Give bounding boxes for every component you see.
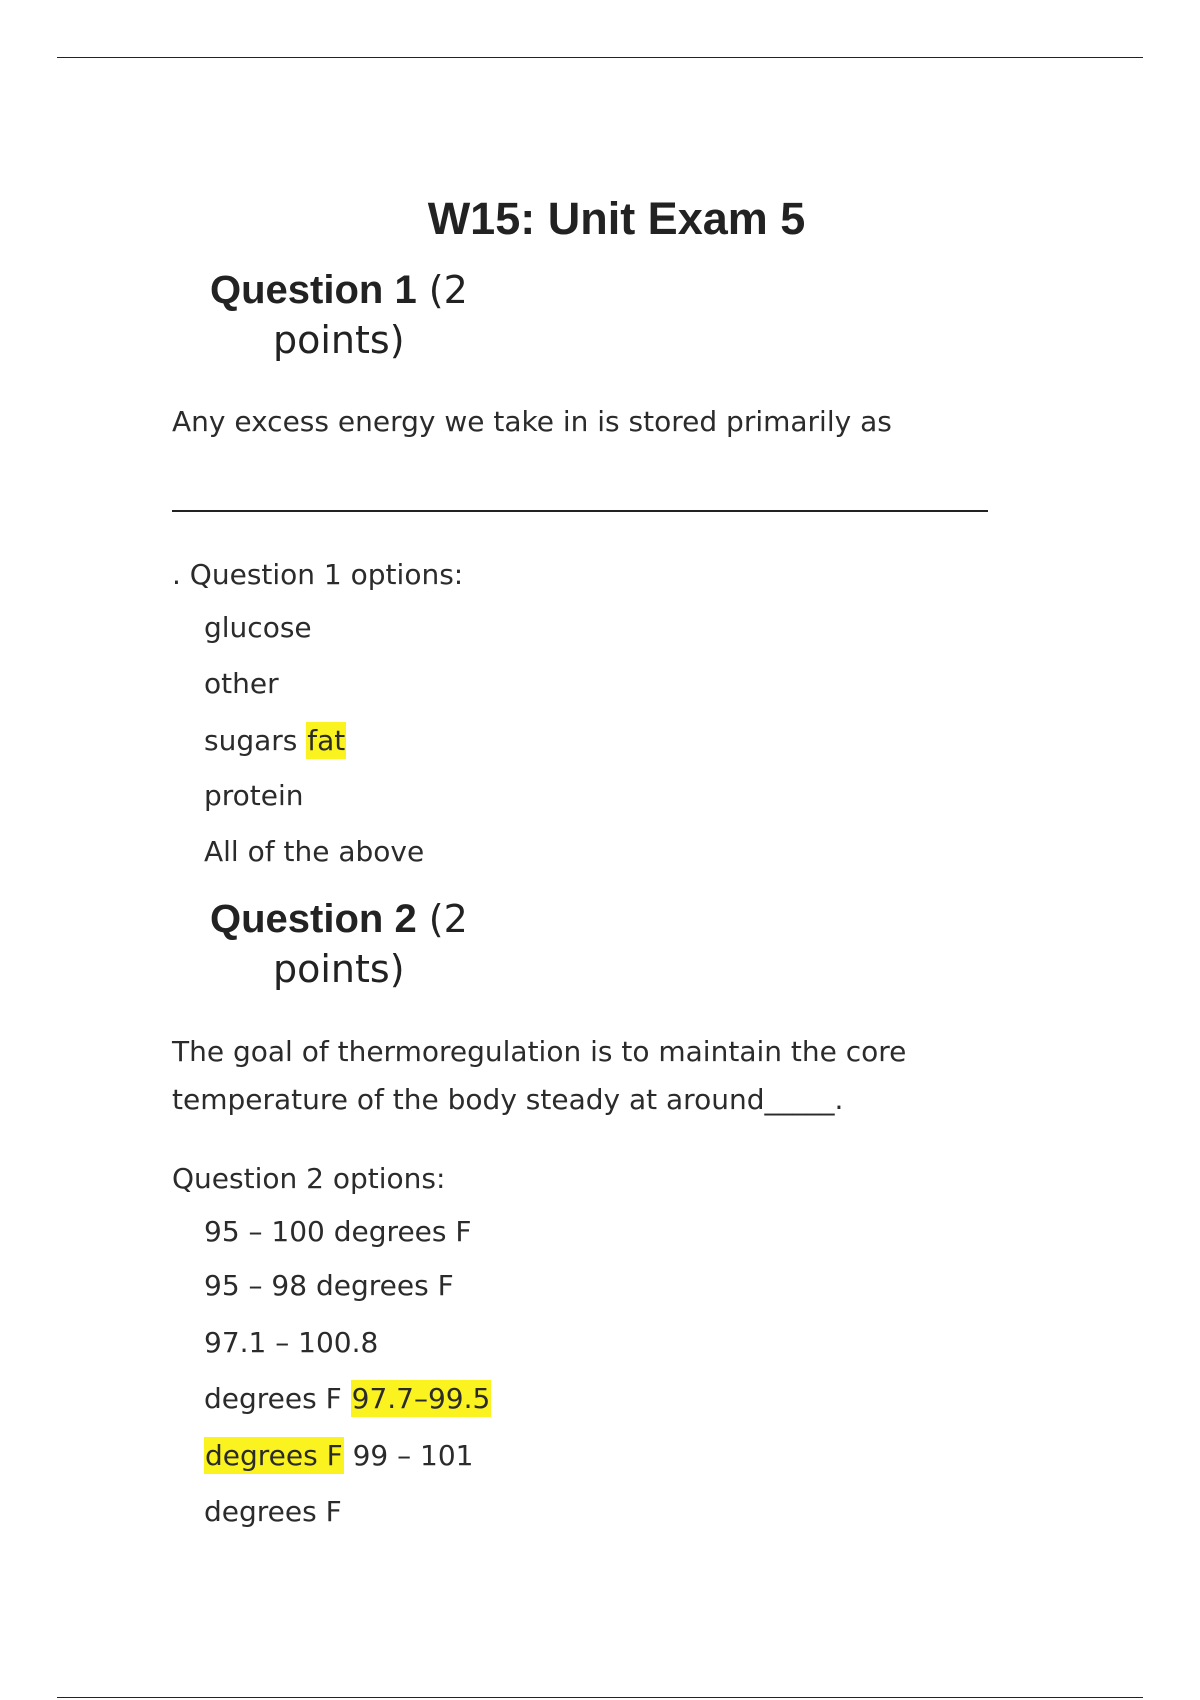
question-2-heading [210,894,530,994]
question-1-options-label: . Question 1 options: [172,558,464,591]
question-1-option-line[interactable] [204,610,312,646]
option-text: All of the above [204,835,425,868]
option-text: other [204,667,279,700]
question-1-option-line[interactable] [204,778,304,814]
option-text: 99 – 101 [343,1439,474,1472]
question-2-options-label: Question 2 options: [172,1162,446,1195]
option-text: glucose [204,611,312,644]
highlighted-answer: fat [307,724,346,757]
question-2-label: Question 2 [210,897,417,941]
question-2-prompt: The goal of thermoregulation is to maintain the core temperature of the body steady at around_____. [172,1035,907,1116]
option-text: degrees F [204,1495,342,1528]
question-1-points-a: (2 [428,268,468,312]
question-2-option-line[interactable] [204,1214,472,1250]
option-text: protein [204,779,304,812]
question-2-option-line[interactable] [204,1268,454,1304]
question-1-label: Question 1 [210,268,417,312]
option-text: 97.1 – 100.8 [204,1326,379,1359]
option-text: degrees F [204,1382,351,1415]
question-1-option-line[interactable] [204,723,346,759]
option-text: sugars [204,724,307,757]
exam-title: W15: Unit Exam 5 [427,193,806,244]
option-text: 95 – 98 degrees F [204,1269,454,1302]
question-2-option-line[interactable] [204,1325,378,1361]
question-1-points-b: points) [273,318,405,362]
question-2-option-line[interactable] [204,1494,342,1530]
option-text: 95 – 100 degrees F [204,1215,472,1248]
question-2-points-a: (2 [428,897,468,941]
question-1-option-line[interactable] [204,834,424,870]
highlighted-answer: 97.7–99.5 [351,1382,491,1415]
question-1-answer-line [172,510,988,512]
question-1-prompt: Any excess energy we take in is stored primarily as [172,405,892,438]
highlighted-answer: degrees F [205,1439,343,1472]
page-top-rule [57,57,1143,58]
question-1-option-line[interactable] [204,666,279,702]
question-2-option-line[interactable] [204,1438,474,1474]
page-bottom-rule [57,1697,1143,1698]
question-2-option-line[interactable] [204,1381,491,1417]
question-2-points-b: points) [273,947,405,991]
question-1-heading [210,265,530,365]
